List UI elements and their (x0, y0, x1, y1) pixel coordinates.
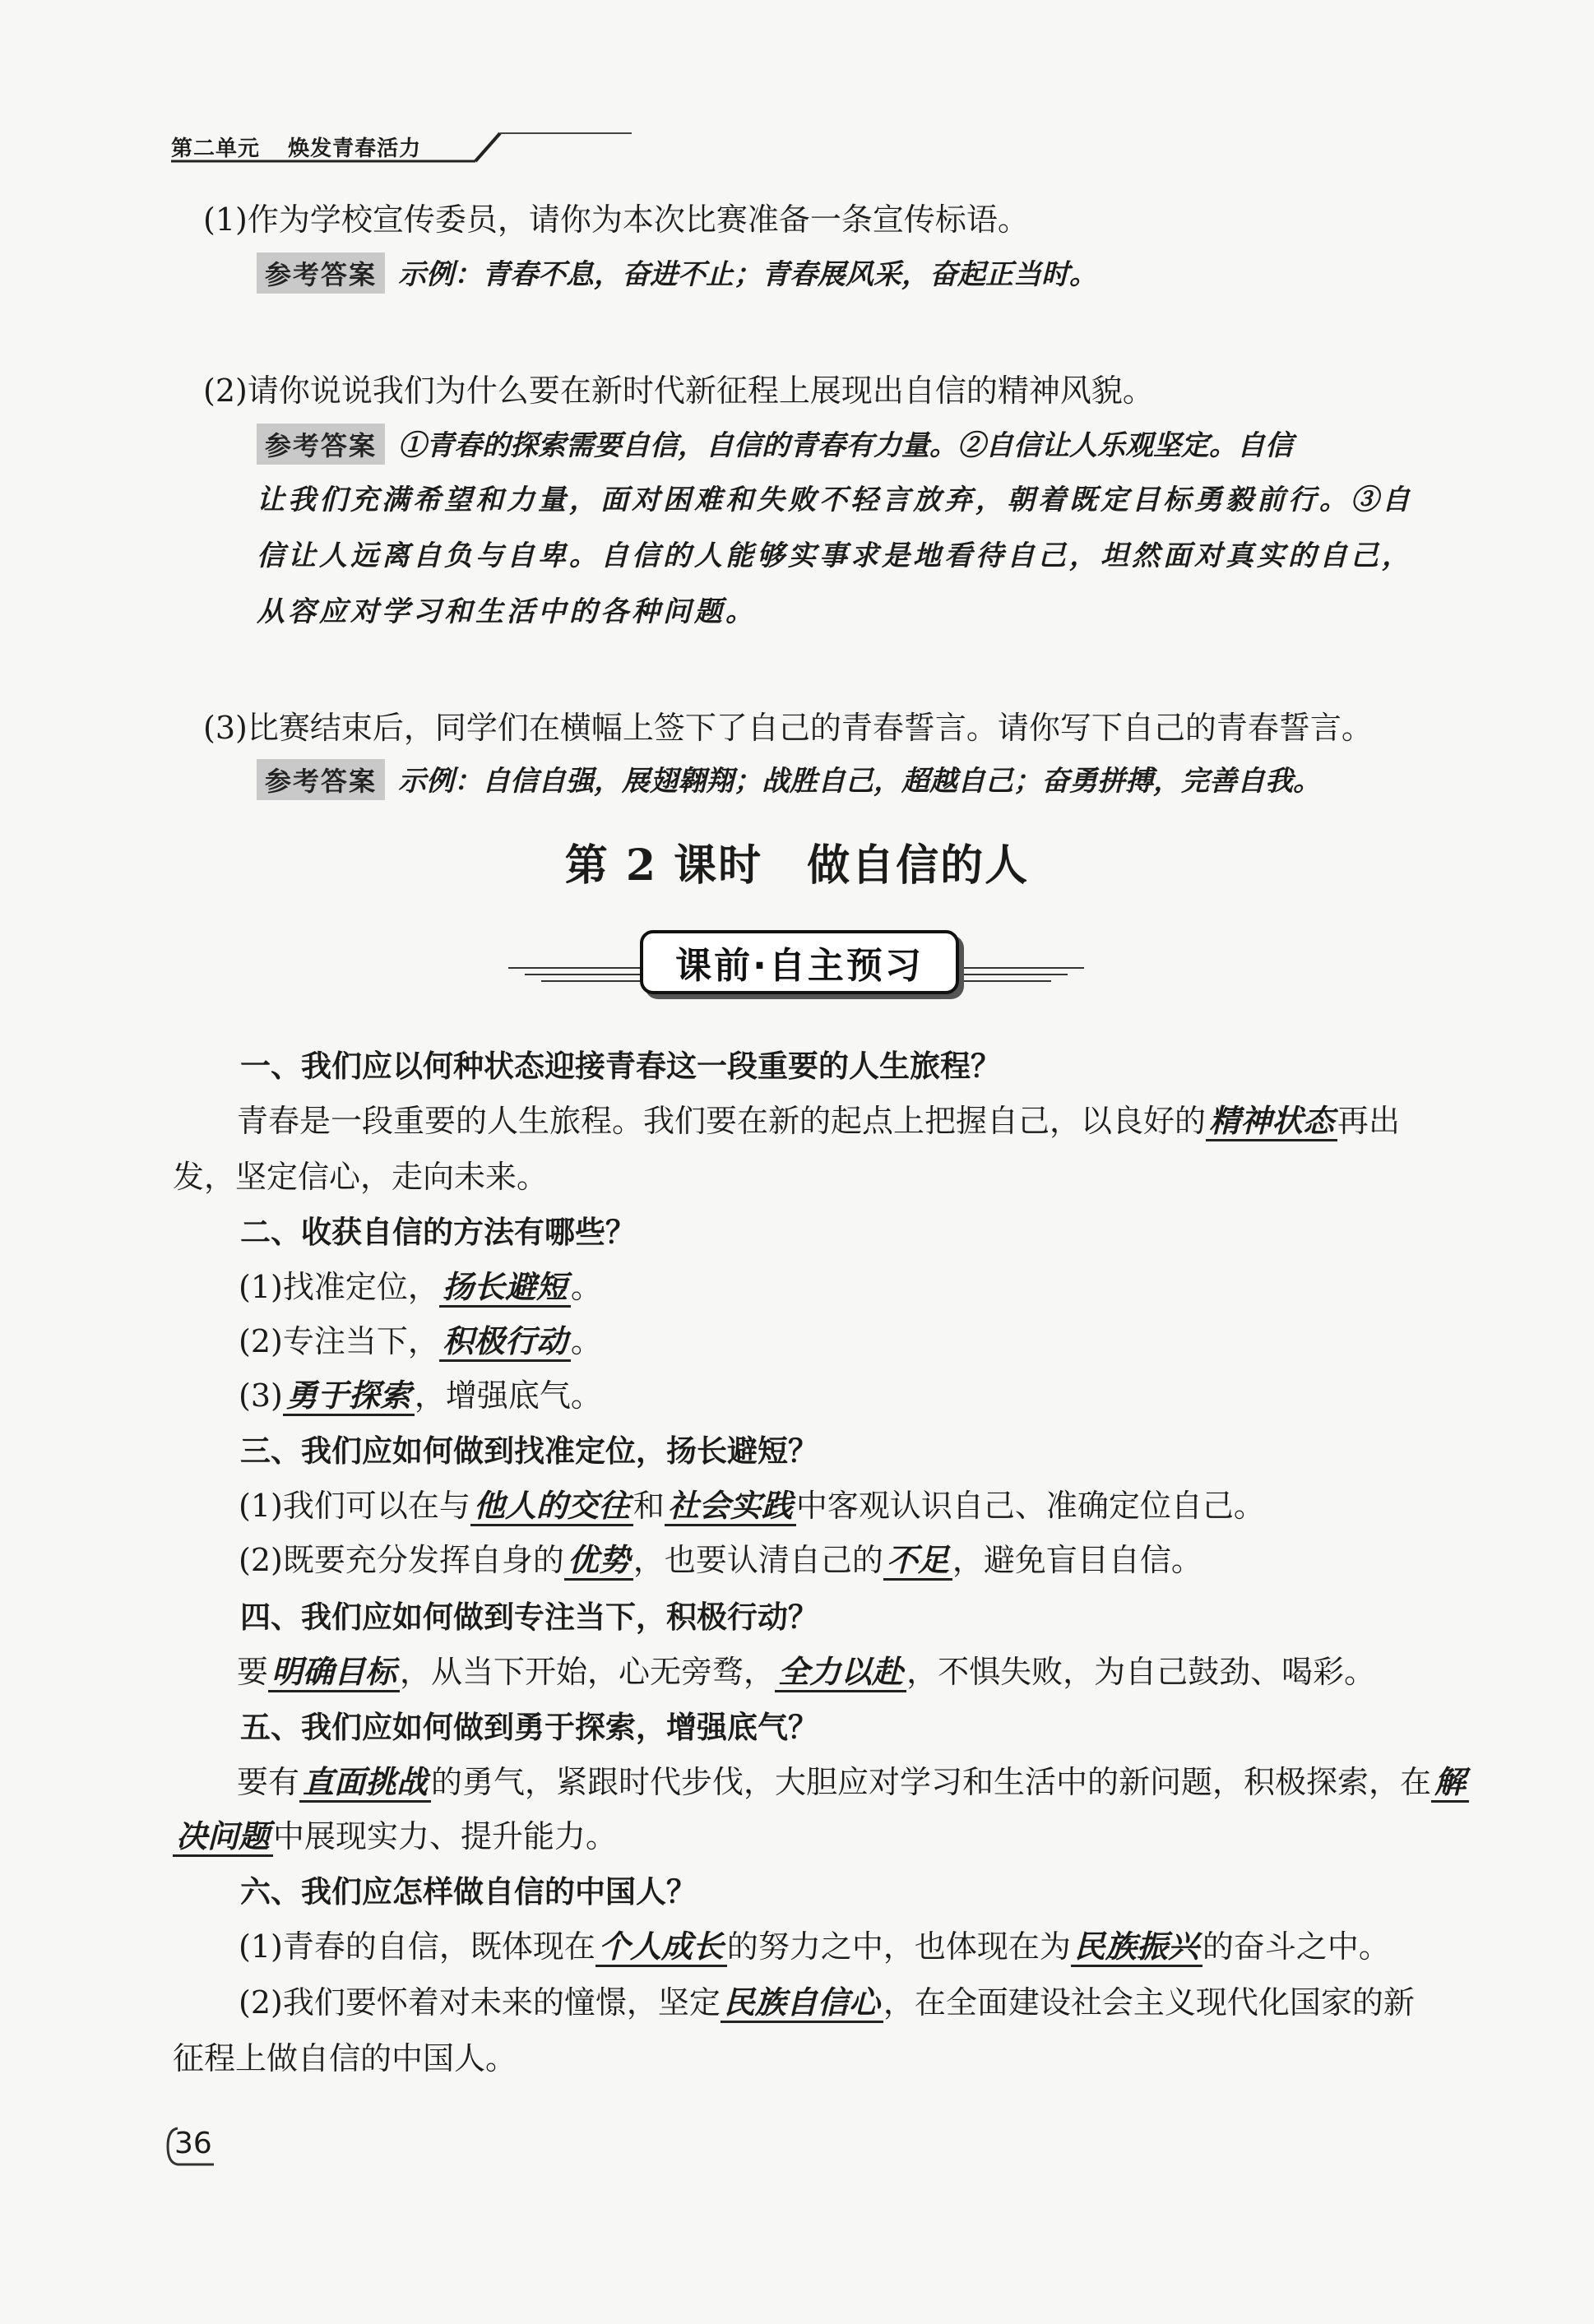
text: ，也要认清自己的 (633, 1542, 883, 1578)
text: ，从当下开始，心无旁骛， (400, 1654, 776, 1690)
text: 。 (570, 1269, 602, 1305)
answer-line: 从容应对学习和生活中的各种问题。 (257, 595, 757, 628)
text: (1)我们可以在与 (239, 1488, 470, 1524)
blank-answer: 优势 (564, 1541, 633, 1581)
answer-3 (257, 758, 1321, 800)
list-item (239, 1262, 602, 1307)
blank-answer: 精神状态 (1206, 1102, 1337, 1141)
blank-answer: 决问题 (173, 1817, 273, 1857)
answer-line: 让我们充满希望和力量，面对困难和失败不轻言放弃，朝着既定目标勇毅前行。③自 (257, 484, 1413, 516)
section-heading-5: 五、我们应如何做到勇于探索，增强底气？ (240, 1710, 818, 1745)
list-item (239, 1921, 1390, 1966)
paragraph-continuation (173, 1811, 617, 1856)
section-heading-4: 四、我们应如何做到专注当下，积极行动？ (240, 1599, 818, 1635)
page-number: 36 (174, 2127, 212, 2160)
question-2: (2)请你说说我们为什么要在新时代新征程上展现出自信的精神风貌。 (203, 373, 1154, 409)
answer-2 (257, 423, 1293, 465)
blank-answer: 勇于探索 (283, 1377, 415, 1416)
text: 的勇气，紧跟时代步伐，大胆应对学习和生活中的新问题，积极探索，在 (431, 1764, 1432, 1800)
text: 和 (633, 1488, 665, 1524)
unit-label: 第二单元 (171, 137, 261, 161)
answer-line: ①青春的探索需要自信，自信的青春有力量。②自信让人乐观坚定。自信 (398, 429, 1294, 462)
blank-answer: 不足 (883, 1541, 952, 1581)
paragraph (237, 1757, 1469, 1802)
blank-answer: 民族自信心 (721, 1984, 883, 2023)
section-heading-1: 一、我们应以何种状态迎接青春这一段重要的人生旅程？ (240, 1049, 1001, 1084)
text: 青春是一段重要的人生旅程。我们要在新的起点上把握自己，以良好的 (237, 1103, 1207, 1139)
text: ，不惧失败，为自己鼓劲、喝彩。 (906, 1654, 1376, 1690)
running-header (171, 123, 632, 164)
text: 。 (570, 1323, 602, 1359)
text: ，增强底气。 (414, 1377, 602, 1414)
text: ，避免盲目自信。 (952, 1542, 1202, 1578)
text: (2)我们要怀着对未来的憧憬，坚定 (239, 1984, 721, 2021)
blank-answer: 解 (1431, 1763, 1469, 1803)
list-item-continuation: 征程上做自信的中国人。 (173, 2040, 517, 2076)
list-item (239, 1370, 602, 1415)
answer-badge: 参考答案 (257, 424, 385, 465)
list-item (239, 1535, 1202, 1580)
blank-answer: 积极行动 (439, 1322, 571, 1362)
paragraph-continuation: 发，坚定信心，走向未来。 (173, 1159, 549, 1195)
section-heading-6: 六、我们应怎样做自信的中国人？ (240, 1874, 697, 1910)
text: 中客观认识自己、准确定位自己。 (795, 1488, 1265, 1524)
text: (3) (239, 1377, 283, 1414)
blank-answer: 明确目标 (268, 1653, 400, 1692)
unit-title: 焕发青春活力 (288, 137, 422, 161)
list-item (239, 1316, 602, 1361)
blank-answer: 直面挑战 (299, 1763, 431, 1803)
section-heading-2: 二、收获自信的方法有哪些？ (240, 1215, 636, 1250)
section-banner-label: 课前·自主预习 (640, 930, 959, 994)
list-item (239, 1480, 1265, 1525)
blank-answer: 扬长避短 (439, 1268, 571, 1308)
text: (1)青春的自信，既体现在 (239, 1928, 595, 1965)
answer-badge: 参考答案 (257, 759, 385, 800)
section-heading-3: 三、我们应如何做到找准定位，扬长避短？ (240, 1433, 818, 1469)
answer-text: 示例：自信自强，展翅翱翔；战胜自己，超越自己；奋勇拼搏，完善自我。 (398, 765, 1322, 798)
text: (2)既要充分发挥自身的 (239, 1542, 564, 1578)
text: 要有 (237, 1764, 300, 1800)
blank-answer: 他人的交往 (470, 1487, 633, 1526)
paragraph (237, 1646, 1375, 1692)
section-banner (508, 925, 1084, 999)
text: 中展现实力、提升能力。 (273, 1818, 618, 1854)
lesson-title: 第 2 课时 做自信的人 (564, 840, 1030, 891)
answer-text: 示例：青春不息，奋进不止；青春展风采，奋起正当时。 (398, 258, 1098, 291)
question-3: (3)比赛结束后，同学们在横幅上签下了自己的青春誓言。请你写下自己的青春誓言。 (203, 710, 1373, 746)
text: (1)找准定位， (239, 1269, 439, 1305)
blank-answer: 民族振兴 (1071, 1928, 1202, 1967)
text: 的努力之中，也体现在为 (726, 1928, 1071, 1965)
text: 的奋斗之中。 (1202, 1928, 1390, 1965)
question-1: (1)作为学校宣传委员，请你为本次比赛准备一条宣传标语。 (203, 201, 1029, 238)
paragraph (237, 1095, 1400, 1141)
text: ，在全面建设社会主义现代化国家的新 (883, 1984, 1415, 2021)
text: 再出 (1337, 1103, 1401, 1139)
answer-line: 信让人远离自负与自卑。自信的人能够实事求是地看待自己，坦然面对真实的自己， (257, 539, 1413, 572)
text: 要 (237, 1654, 269, 1690)
answer-badge: 参考答案 (257, 252, 385, 294)
list-item (239, 1977, 1415, 2022)
blank-answer: 社会实践 (665, 1487, 796, 1526)
answer-1 (257, 252, 1097, 294)
text: (2)专注当下， (239, 1323, 439, 1359)
blank-answer: 全力以赴 (775, 1653, 906, 1692)
blank-answer: 个人成长 (595, 1928, 727, 1967)
